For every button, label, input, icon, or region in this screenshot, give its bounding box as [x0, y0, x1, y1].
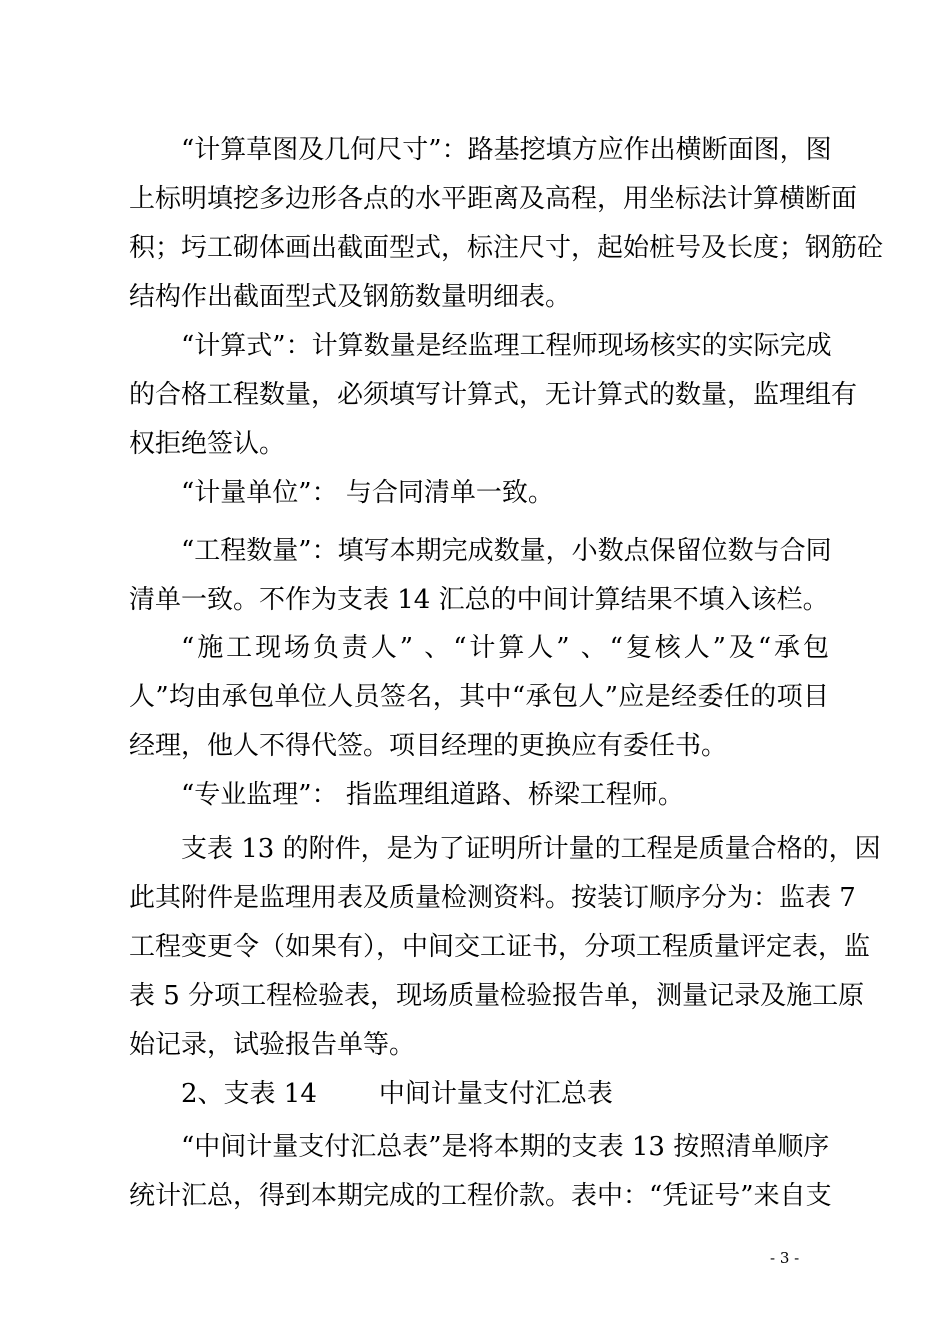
paragraph-line: 统计汇总，得到本期完成的工程价款。表中：“凭证号”来自支	[129, 1181, 832, 1211]
paragraph-line: 的合格工程数量，必须填写计算式，无计算式的数量，监理组有	[129, 380, 858, 410]
paragraph-line: “计算式”：计算数量是经监理工程师现场核实的实际完成	[181, 331, 832, 361]
page-number: - 3 -	[770, 1249, 800, 1267]
paragraph-line: 表 5 分项工程检验表，现场质量检验报告单，测量记录及施工原	[129, 981, 865, 1011]
paragraph-line: “计算草图及几何尺寸”：路基挖填方应作出横断面图，图	[181, 135, 832, 165]
section-heading	[181, 1072, 613, 1116]
section-title: 中间计量支付汇总表	[378, 1079, 613, 1109]
paragraph-line: 积；圬工砌体画出截面型式，标注尺寸，起始桩号及长度；钢筋砼	[129, 233, 884, 263]
paragraph-line: 上标明填挖多边形各点的水平距离及高程，用坐标法计算横断面	[129, 184, 858, 214]
paragraph-line: 始记录，试验报告单等。	[129, 1030, 416, 1060]
paragraph-line: 此其附件是监理用表及质量检测资料。按装订顺序分为：监表 7	[129, 883, 856, 913]
paragraph-line: 人”均由承包单位人员签名，其中“承包人”应是经委任的项目	[129, 682, 829, 712]
paragraph-line: 工程变更令（如果有），中间交工证书，分项工程质量评定表，监	[129, 932, 871, 962]
paragraph-line: “中间计量支付汇总表”是将本期的支表 13 按照清单顺序	[181, 1132, 830, 1162]
paragraph-line: “工程数量”：填写本期完成数量，小数点保留位数与合同	[181, 536, 832, 566]
paragraph-line: 权拒绝签认。	[129, 429, 286, 459]
paragraph-line: 支表 13 的附件，是为了证明所计量的工程是质量合格的，因	[181, 834, 881, 864]
paragraph-line: 经理，他人不得代签。项目经理的更换应有委任书。	[129, 731, 728, 761]
paragraph-line: “专业监理”： 指监理组道路、桥梁工程师。	[181, 780, 684, 810]
paragraph-line: “计量单位”： 与合同清单一致。	[181, 478, 554, 508]
section-number: 2、支表 14	[181, 1079, 317, 1109]
paragraph-line: 结构作出截面型式及钢筋数量明细表。	[129, 282, 572, 312]
paragraph-line: 清单一致。不作为支表 14 汇总的中间计算结果不填入该栏。	[129, 585, 829, 615]
paragraph-line: “施工现场负责人” 、“计算人” 、“复核人”及“承包	[181, 633, 829, 663]
